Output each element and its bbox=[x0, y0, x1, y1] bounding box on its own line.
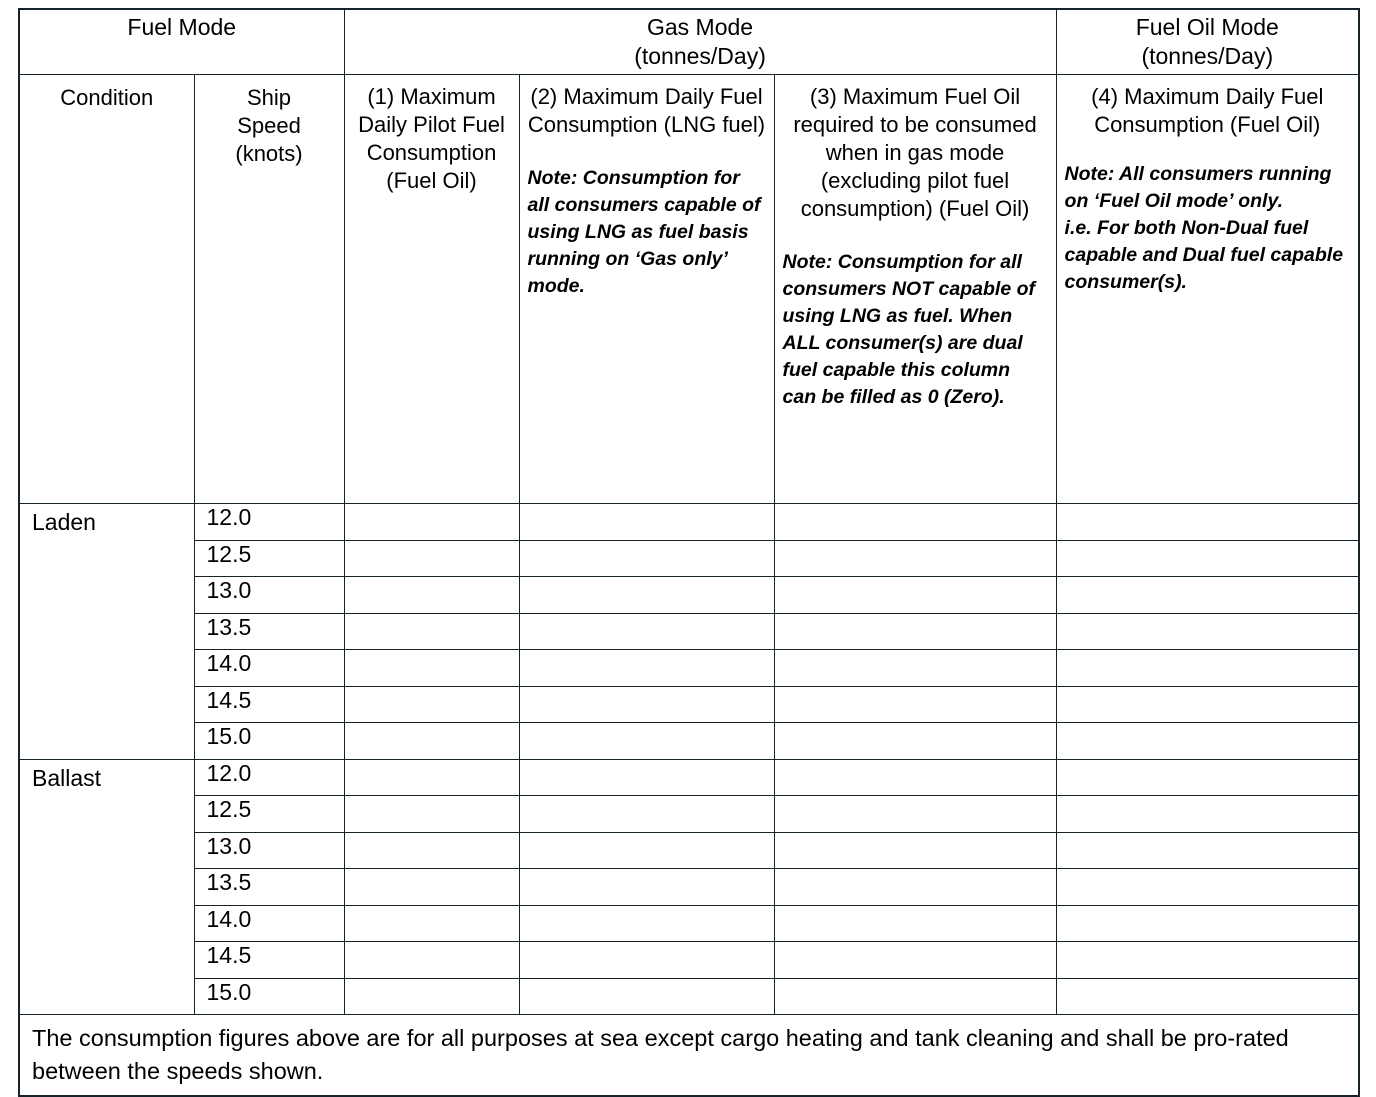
table-row bbox=[19, 759, 1359, 796]
ship-speed-cell bbox=[194, 650, 344, 687]
ship-speed-value: 14.0 bbox=[206, 650, 252, 676]
ship-speed-cell bbox=[194, 504, 344, 541]
consumption-input-cell-col2[interactable] bbox=[519, 613, 774, 650]
consumption-input-cell-col3[interactable] bbox=[774, 796, 1056, 833]
table-row bbox=[19, 504, 1359, 541]
consumption-input-cell-col1[interactable] bbox=[344, 723, 519, 760]
consumption-input-cell-col2[interactable] bbox=[519, 869, 774, 906]
consumption-input-cell-col2[interactable] bbox=[519, 650, 774, 687]
ship-speed-cell bbox=[194, 577, 344, 614]
ship-speed-value: 12.5 bbox=[206, 540, 252, 567]
table-row bbox=[19, 540, 1359, 577]
band-fuel-mode bbox=[19, 9, 344, 75]
consumption-input-cell-col3[interactable] bbox=[774, 613, 1056, 650]
condition-cell-laden bbox=[19, 504, 194, 760]
ship-speed-value: 13.0 bbox=[206, 832, 252, 859]
table-row bbox=[19, 978, 1359, 1015]
header-condition bbox=[19, 75, 194, 504]
consumption-input-cell-col1[interactable] bbox=[344, 796, 519, 833]
consumption-input-cell-col3[interactable] bbox=[774, 504, 1056, 541]
consumption-input-cell-col1[interactable] bbox=[344, 613, 519, 650]
header-col4-note-line1: Note: All consumers running on ‘Fuel Oil mode’ only. bbox=[1064, 163, 1332, 212]
ship-speed-cell bbox=[194, 759, 344, 796]
consumption-input-cell-col2[interactable] bbox=[519, 905, 774, 942]
table-row bbox=[19, 650, 1359, 687]
consumption-input-cell-col1[interactable] bbox=[344, 504, 519, 541]
ship-speed-cell bbox=[194, 905, 344, 942]
ship-speed-value: 14.5 bbox=[206, 942, 252, 968]
consumption-input-cell-col3[interactable] bbox=[774, 650, 1056, 687]
consumption-input-cell-col3[interactable] bbox=[774, 577, 1056, 614]
band-gas-mode-label: Gas Mode bbox=[646, 14, 754, 40]
consumption-input-cell-col3[interactable] bbox=[774, 759, 1056, 796]
consumption-input-cell-col3[interactable] bbox=[774, 540, 1056, 577]
header-col1-pilot-fuel bbox=[344, 75, 519, 504]
header-ship-speed-line2: Speed bbox=[237, 113, 301, 138]
condition-label: Laden bbox=[32, 509, 96, 535]
consumption-input-cell-col4[interactable] bbox=[1056, 686, 1359, 723]
ship-speed-value: 12.5 bbox=[206, 796, 252, 822]
ship-speed-value: 12.0 bbox=[206, 759, 252, 786]
consumption-input-cell-col4[interactable] bbox=[1056, 613, 1359, 650]
consumption-input-cell-col1[interactable] bbox=[344, 650, 519, 687]
ship-speed-cell bbox=[194, 686, 344, 723]
table-row bbox=[19, 796, 1359, 833]
consumption-input-cell-col1[interactable] bbox=[344, 540, 519, 577]
header-ship-speed-line3: (knots) bbox=[235, 141, 303, 166]
consumption-input-cell-col2[interactable] bbox=[519, 686, 774, 723]
ship-speed-cell bbox=[194, 942, 344, 979]
mode-band-row bbox=[19, 9, 1359, 75]
table-row bbox=[19, 686, 1359, 723]
consumption-input-cell-col4[interactable] bbox=[1056, 832, 1359, 869]
ship-speed-value: 14.0 bbox=[206, 905, 252, 932]
ship-speed-cell bbox=[194, 978, 344, 1015]
table-row bbox=[19, 613, 1359, 650]
band-fuel-oil-mode-units: (tonnes/Day) bbox=[1141, 43, 1274, 69]
consumption-input-cell-col1[interactable] bbox=[344, 577, 519, 614]
consumption-input-cell-col1[interactable] bbox=[344, 686, 519, 723]
consumption-input-cell-col2[interactable] bbox=[519, 759, 774, 796]
table-row bbox=[19, 869, 1359, 906]
table-row bbox=[19, 905, 1359, 942]
consumption-input-cell-col4[interactable] bbox=[1056, 796, 1359, 833]
header-ship-speed bbox=[194, 75, 344, 504]
ship-speed-value: 13.5 bbox=[206, 869, 252, 895]
consumption-input-cell-col3[interactable] bbox=[774, 978, 1056, 1015]
header-col4-title: (4) Maximum Daily Fuel Consumption (Fuel Oil) bbox=[1091, 84, 1324, 137]
condition-cell-ballast bbox=[19, 759, 194, 1015]
consumption-input-cell-col4[interactable] bbox=[1056, 650, 1359, 687]
band-gas-mode bbox=[344, 9, 1056, 75]
header-col3-note: Note: Consumption for all consumers NOT capable of using LNG as fuel. When ALL consumer(s) are dual fuel capable this column can be filled as 0 (Zero). bbox=[782, 251, 1035, 408]
consumption-input-cell-col1[interactable] bbox=[344, 905, 519, 942]
consumption-input-cell-col3[interactable] bbox=[774, 686, 1056, 723]
consumption-input-cell-col3[interactable] bbox=[774, 723, 1056, 760]
footer-note-text: The consumption figures above are for all purposes at sea except cargo heating and tank cleaning and shall be pro-rated between the speeds shown. bbox=[32, 1025, 1289, 1084]
header-col4-fuel-oil-mode bbox=[1056, 75, 1359, 504]
header-col1-title: (1) Maximum Daily Pilot Fuel Consumption (Fuel Oil) bbox=[358, 84, 505, 193]
consumption-input-cell-col1[interactable] bbox=[344, 869, 519, 906]
consumption-input-cell-col1[interactable] bbox=[344, 832, 519, 869]
consumption-input-cell-col2[interactable] bbox=[519, 577, 774, 614]
table-row bbox=[19, 577, 1359, 614]
ship-speed-cell bbox=[194, 796, 344, 833]
consumption-input-cell-col2[interactable] bbox=[519, 942, 774, 979]
band-fuel-mode-label: Fuel Mode bbox=[127, 14, 237, 40]
consumption-input-cell-col4[interactable] bbox=[1056, 869, 1359, 906]
consumption-input-cell-col3[interactable] bbox=[774, 832, 1056, 869]
header-col4-note-line2: i.e. For both Non-Dual fuel capable and Dual fuel capable consumer(s). bbox=[1064, 217, 1344, 293]
band-fuel-oil-mode-label: Fuel Oil Mode bbox=[1135, 14, 1279, 40]
ship-speed-value: 14.5 bbox=[206, 686, 252, 713]
header-col3-fuel-oil-in-gas-mode bbox=[774, 75, 1056, 504]
header-col2-title: (2) Maximum Daily Fuel Consumption (LNG fuel) bbox=[527, 84, 766, 137]
column-header-row bbox=[19, 75, 1359, 504]
consumption-input-cell-col2[interactable] bbox=[519, 832, 774, 869]
consumption-input-cell-col2[interactable] bbox=[519, 540, 774, 577]
fuel-consumption-table-sheet bbox=[18, 8, 1358, 1084]
ship-speed-cell bbox=[194, 613, 344, 650]
header-col2-note: Note: Consumption for all consumers capable of using LNG as fuel basis running on ‘Gas only’ mode. bbox=[527, 167, 761, 297]
footer-row bbox=[19, 1015, 1359, 1097]
consumption-input-cell-col4[interactable] bbox=[1056, 540, 1359, 577]
band-fuel-oil-mode bbox=[1056, 9, 1359, 75]
consumption-input-cell-col1[interactable] bbox=[344, 942, 519, 979]
consumption-input-cell-col4[interactable] bbox=[1056, 759, 1359, 796]
consumption-input-cell-col3[interactable] bbox=[774, 942, 1056, 979]
consumption-input-cell-col4[interactable] bbox=[1056, 504, 1359, 541]
footer-note-cell bbox=[19, 1015, 1359, 1097]
ship-speed-cell bbox=[194, 540, 344, 577]
ship-speed-value: 13.0 bbox=[206, 577, 252, 603]
consumption-input-cell-col4[interactable] bbox=[1056, 978, 1359, 1015]
consumption-input-cell-col2[interactable] bbox=[519, 504, 774, 541]
ship-speed-value: 12.0 bbox=[206, 504, 252, 530]
fuel-consumption-table bbox=[18, 8, 1360, 1097]
condition-label: Ballast bbox=[32, 764, 102, 791]
band-gas-mode-units: (tonnes/Day) bbox=[634, 43, 766, 69]
table-row bbox=[19, 832, 1359, 869]
consumption-input-cell-col2[interactable] bbox=[519, 723, 774, 760]
ship-speed-value: 15.0 bbox=[206, 978, 252, 1005]
consumption-input-cell-col2[interactable] bbox=[519, 796, 774, 833]
consumption-input-cell-col4[interactable] bbox=[1056, 577, 1359, 614]
table-row bbox=[19, 723, 1359, 760]
consumption-input-cell-col1[interactable] bbox=[344, 759, 519, 796]
consumption-input-cell-col4[interactable] bbox=[1056, 723, 1359, 760]
header-col3-title: (3) Maximum Fuel Oil required to be consumed when in gas mode (excluding pilot fuel consumption) (Fuel Oil) bbox=[793, 84, 1037, 221]
consumption-input-cell-col4[interactable] bbox=[1056, 905, 1359, 942]
consumption-input-cell-col3[interactable] bbox=[774, 869, 1056, 906]
consumption-input-cell-col1[interactable] bbox=[344, 978, 519, 1015]
consumption-input-cell-col4[interactable] bbox=[1056, 942, 1359, 979]
header-condition-label: Condition bbox=[60, 85, 154, 110]
ship-speed-value: 15.0 bbox=[206, 723, 252, 749]
ship-speed-cell bbox=[194, 832, 344, 869]
ship-speed-value: 13.5 bbox=[206, 613, 252, 640]
header-col2-lng-fuel bbox=[519, 75, 774, 504]
ship-speed-cell bbox=[194, 869, 344, 906]
header-ship-speed-line1: Ship bbox=[246, 85, 292, 110]
table-row bbox=[19, 942, 1359, 979]
consumption-input-cell-col2[interactable] bbox=[519, 978, 774, 1015]
ship-speed-cell bbox=[194, 723, 344, 760]
consumption-input-cell-col3[interactable] bbox=[774, 905, 1056, 942]
